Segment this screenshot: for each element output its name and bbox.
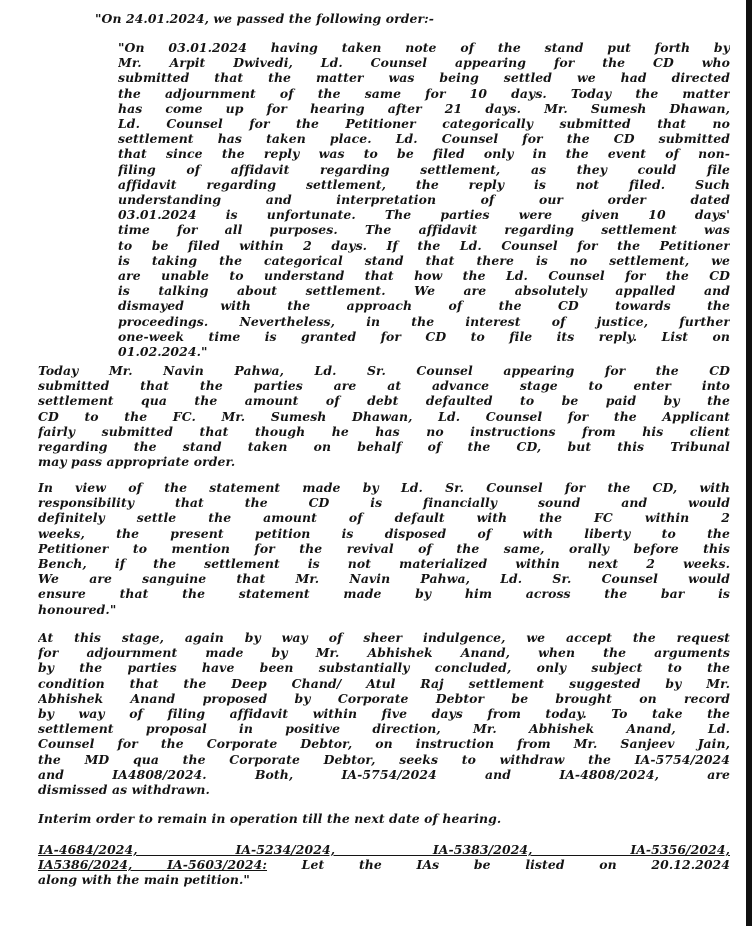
text-line: dismissed as withdrawn. [38,782,210,798]
ia-list-line: IA-4684/2024, IA-5234/2024, IA-5383/2024, IA-5356/2024, [38,842,730,857]
text-line: At this stage, again by way of sheer indulgence, we accept the request [38,630,730,645]
ia-list-line-2: IA5386/2024, IA-5603/2024: Let the IAs be listed on 20.12.2024 [38,857,730,873]
text-line: weeks, the present petition is disposed of with liberty to the [38,525,730,541]
text-line: for adjournment made by Mr. Abhishek Anand, when the arguments [38,645,730,661]
text-line: filing of affidavit regarding settlement, as they could file [118,161,730,177]
text-line: are unable to understand that how the Ld. Counsel for the CD [118,268,730,284]
text-line: Bench, if the settlement is not materialized within next 2 weeks. [38,556,730,572]
text-line: submitted that the matter was being settled we had directed [118,70,730,86]
text-line: has come up for hearing after 21 days. Mr. Sumesh Dhawan, [118,100,730,116]
paragraph-adjournment [38,630,730,797]
text-line: Abhishek Anand proposed by Corporate Debtor be brought on record [38,690,730,706]
text-line: Counsel for the Corporate Debtor, on instruction from Mr. Sanjeev Jain, [38,736,730,752]
text-line: that since the reply was to be filed only in the event of non- [118,146,730,162]
text-line: 03.01.2024 is unfortunate. The parties were given 10 days' [118,207,730,223]
text-line: Mr. Arpit Dwivedi, Ld. Counsel appearing for the CD who [118,55,730,71]
text-line: settlement has taken place. Ld. Counsel for the CD submitted [118,131,730,147]
text-line: time for all purposes. The affidavit regarding settlement was [118,222,730,238]
text-line: regarding the stand taken on behalf of the CD, but this Tribunal [38,439,730,455]
text-line: In view of the statement made by Ld. Sr. Counsel for the CD, with [38,480,730,495]
text-line: Petitioner to mention for the revival of the same, orally before this [38,540,730,556]
text-line: settlement proposal in positive direction, Mr. Abhishek Anand, Ld. [38,721,730,737]
text-line: the MD qua the Corporate Debtor, seeks to withdraw the IA-5754/2024 [38,751,730,767]
text-line: 01.02.2024." [118,344,208,360]
text-line: one-week time is granted for CD to file its reply. List on [118,328,730,344]
text-line: condition that the Deep Chand/ Atul Raj settlement suggested by Mr. [38,675,730,691]
quoted-order-paragraph [118,40,730,359]
text-line: dismayed with the approach of the CD towards the [118,298,730,314]
text-line: ensure that the statement made by him across the bar is [38,586,730,602]
text-line: by the parties have been substantially concluded, only subject to the [38,660,730,676]
text-line: honoured." [38,601,117,617]
text-line: definitely settle the amount of default with the FC within 2 [38,510,730,526]
text-line: We are sanguine that Mr. Navin Pahwa, Ld. Sr. Counsel would [38,571,730,587]
text-line: is talking about settlement. We are absolutely appalled and [118,283,730,299]
text-line: and IA4808/2024. Both, IA-5754/2024 and IA-4808/2024, are [38,766,730,782]
text-line: understanding and interpretation of our order dated [118,192,730,208]
text-line: Ld. Counsel for the Petitioner categorically submitted that no [118,116,730,132]
text-line: to be filed within 2 days. If the Ld. Counsel for the Petitioner [118,237,730,253]
text-line: by way of filing affidavit within five days from today. To take the [38,706,730,722]
text-line: may pass appropriate order. [38,454,236,470]
scan-edge-border [746,0,752,926]
text-line: "On 03.01.2024 having taken note of the stand put forth by [118,40,730,55]
text-line: proceedings. Nevertheless, in the interest of justice, further [118,313,730,329]
text-line: settlement qua the amount of debt defaulted to be paid by the [38,393,730,409]
text-line: the adjournment of the same for 10 days. Today the matter [118,85,730,101]
paragraph-interim-order: Interim order to remain in operation till the next date of hearing. [38,811,502,826]
intro-line: "On 24.01.2024, we passed the following order:- [95,11,435,26]
text-line: Today Mr. Navin Pahwa, Ld. Sr. Counsel appearing for the CD [38,363,730,378]
text-line: CD to the FC. Mr. Sumesh Dhawan, Ld. Counsel for the Applicant [38,408,730,424]
paragraph-statement-view [38,480,730,617]
text-line: submitted that the parties are at advance stage to enter into [38,378,730,394]
paragraph-today-submission [38,363,730,469]
text-line: fairly submitted that though he has no instructions from his client [38,423,730,439]
text-line: affidavit regarding settlement, the reply is not filed. Such [118,176,730,192]
paragraph-ia-listing [38,842,730,888]
text-line: responsibility that the CD is financially sound and would [38,495,730,511]
ia-list-line-3: along with the main petition." [38,872,250,888]
text-line: is taking the categorical stand that there is no settlement, we [118,252,730,268]
